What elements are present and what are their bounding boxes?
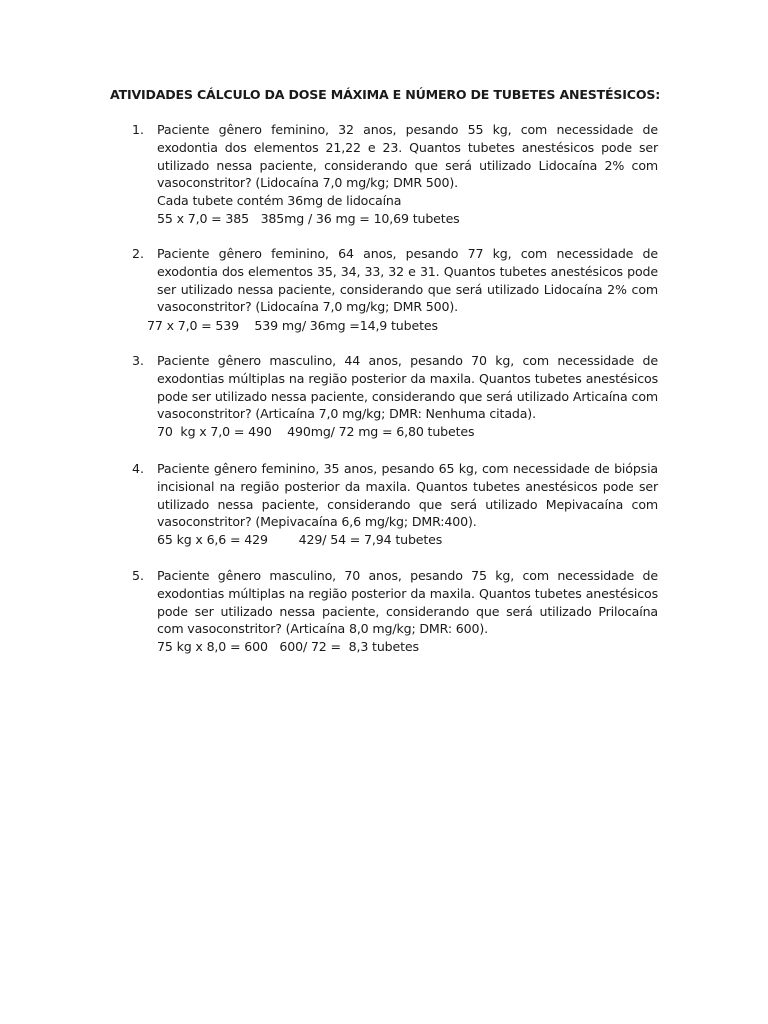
list-item-1 <box>132 121 658 228</box>
item-question: Paciente gênero feminino, 32 anos, pesando 55 kg, com necessidade de exodontia dos elementos 21,22 e 23. Quantos tubetes anestésicos pode ser utilizado nessa paciente, considerando que será utilizado Lidocaína 2% com vasoconstritor? (Lidocaína 7,0 mg/kg; DMR 500). <box>157 122 658 191</box>
item-number: 2. <box>132 246 145 261</box>
list-item-4 <box>132 460 658 549</box>
item-note: Cada tubete contém 36mg de lidocaína <box>157 193 402 209</box>
item-calculation: 77 x 7,0 = 539 539 mg/ 36mg =14,9 tubetes <box>147 318 438 333</box>
document-title: ATIVIDADES CÁLCULO DA DOSE MÁXIMA E NÚMERO DE TUBETES ANESTÉSICOS: <box>110 87 661 102</box>
item-body <box>157 121 658 228</box>
item-number: 3. <box>132 353 145 368</box>
item-question: Paciente gênero feminino, 35 anos, pesando 65 kg, com necessidade de biópsia incisional na região posterior da maxila. Quantos tubetes anestésicos pode ser utilizado nessa paciente, considerando que será utilizado Mepivacaína com vasoconstritor? (Mepivacaína 6,6 mg/kg; DMR:400). <box>157 461 658 530</box>
list-item-5 <box>132 567 658 656</box>
item-calculation: 65 kg x 6,6 = 429 429/ 54 = 7,94 tubetes <box>157 532 443 548</box>
item-question: Paciente gênero feminino, 64 anos, pesando 77 kg, com necessidade de exodontia dos elementos 35, 34, 33, 32 e 31. Quantos tubetes anestésicos pode ser utilizado nessa paciente, considerando que será utilizado Lidocaína 2% com vasoconstritor? (Lidocaína 7,0 mg/kg; DMR 500). <box>157 246 658 315</box>
item-number: 5. <box>132 568 145 583</box>
item-calculation: 55 x 7,0 = 385 385mg / 36 mg = 10,69 tubetes <box>157 210 460 226</box>
item-body <box>157 352 658 441</box>
item-question: Paciente gênero masculino, 44 anos, pesando 70 kg, com necessidade de exodontias múltiplas na região posterior da maxila. Quantos tubetes anestésicos pode ser utilizado nessa paciente, considerando que será utilizado Articaína com vasoconstritor? (Articaína 7,0 mg/kg; DMR: Nenhuma citada). <box>157 353 658 422</box>
item-body <box>157 245 658 316</box>
item-number: 4. <box>132 461 145 476</box>
item-calculation: 75 kg x 8,0 = 600 600/ 72 = 8,3 tubetes <box>157 639 419 655</box>
item-number: 1. <box>132 122 145 137</box>
item-calculation: 70 kg x 7,0 = 490 490mg/ 72 mg = 6,80 tubetes <box>157 424 475 440</box>
item-question: Paciente gênero masculino, 70 anos, pesando 75 kg, com necessidade de exodontias múltiplas na região posterior da maxila. Quantos tubetes anestésicos pode ser utilizado nessa paciente, considerando que será utilizado Prilocaína com vasoconstritor? (Articaína 8,0 mg/kg; DMR: 600). <box>157 568 658 637</box>
list-item-2 <box>132 245 658 316</box>
list-item-3 <box>132 352 658 441</box>
item-body <box>157 460 658 549</box>
item-body <box>157 567 658 656</box>
